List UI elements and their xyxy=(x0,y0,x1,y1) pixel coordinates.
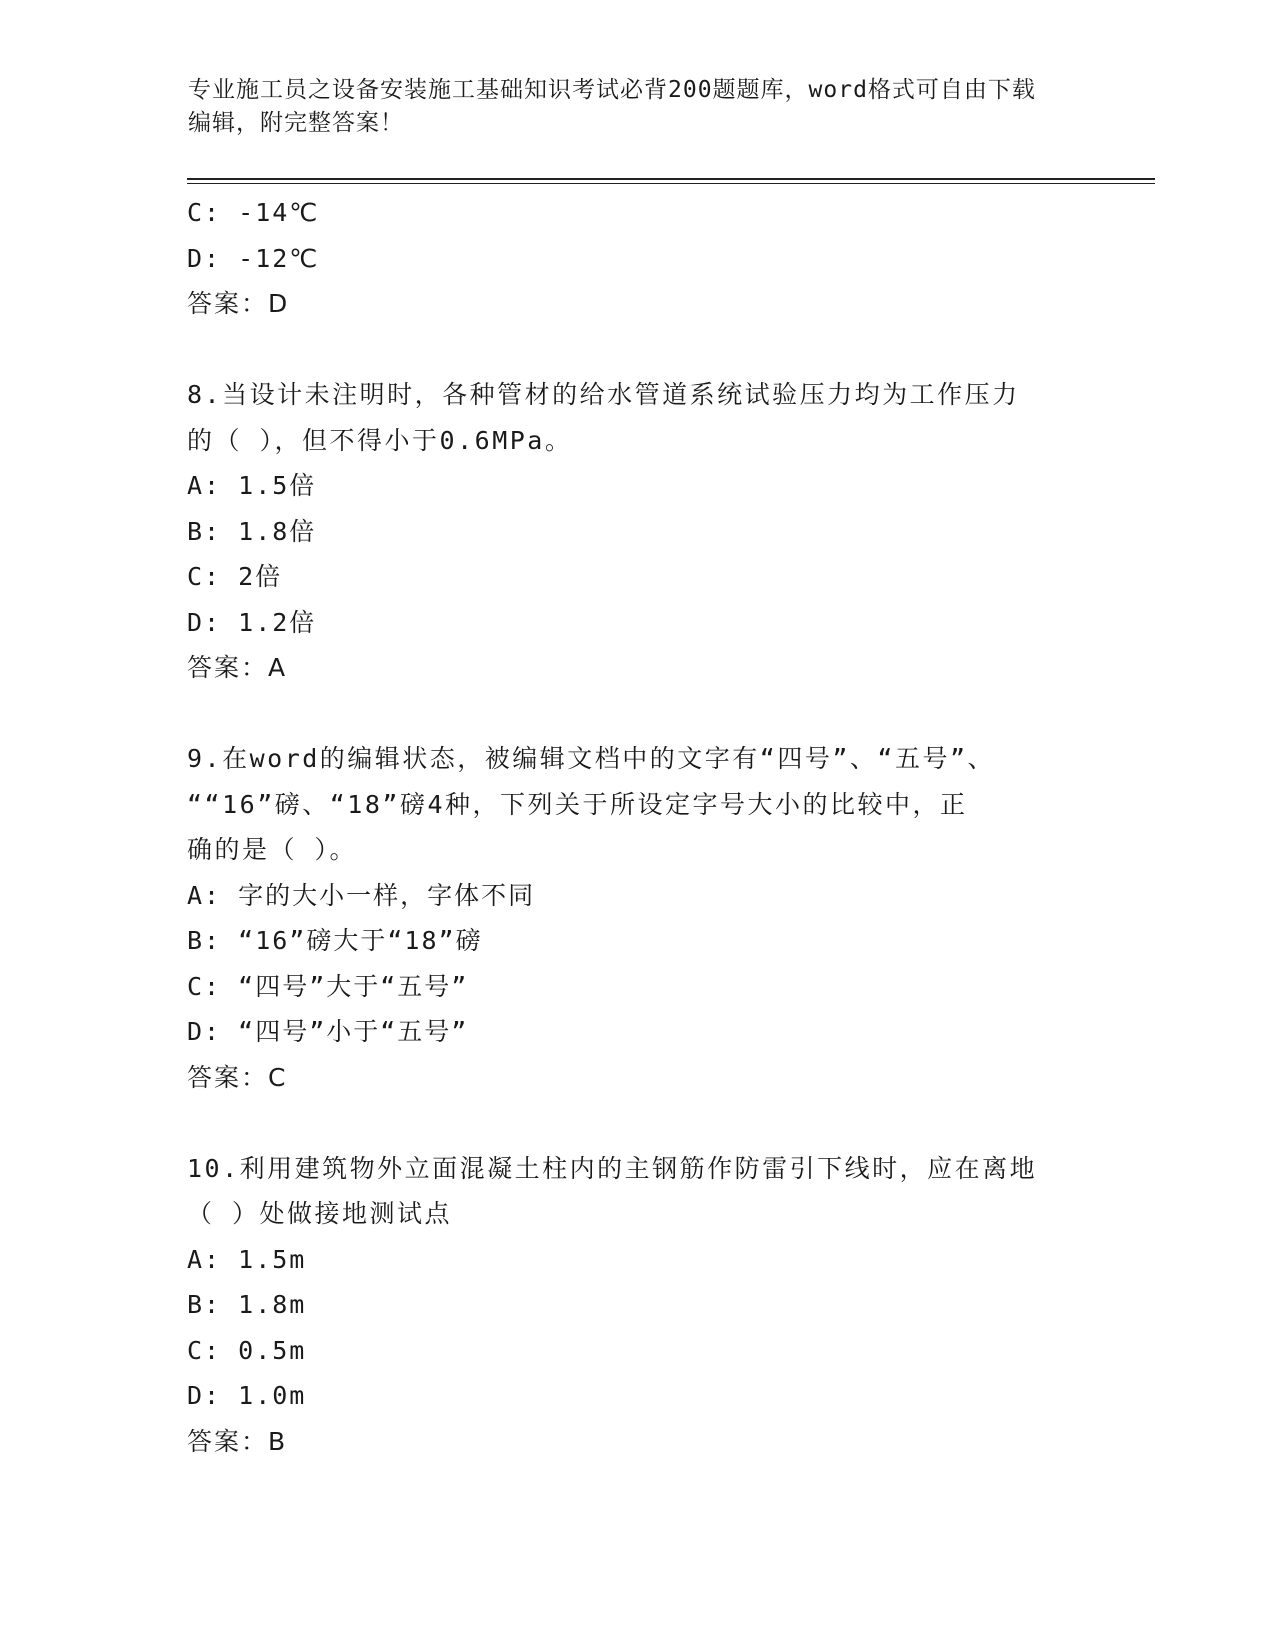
option-a: A: 字的大小一样，字体不同 xyxy=(187,880,536,910)
header-title-line-2: 编辑，附完整答案！ xyxy=(188,110,404,136)
question-stem-line-1: 9.在word的编辑状态，被编辑文档中的文字有“四号”、“五号”、 xyxy=(187,744,996,773)
question-stem-line-2: ““16”磅、“18”磅4种，下列关于所设定字号大小的比较中，正 xyxy=(187,789,968,819)
document-header xyxy=(188,74,1088,140)
question-10 xyxy=(187,1146,1087,1465)
header-divider-thin xyxy=(187,183,1155,184)
spacer xyxy=(187,1100,1087,1146)
option-c: C: 0.5m xyxy=(187,1335,307,1365)
question-8 xyxy=(187,372,1087,691)
option-c: C: -14℃ xyxy=(187,198,320,227)
option-d: D: 1.2倍 xyxy=(187,607,317,637)
answer-line: 答案：D xyxy=(187,289,290,318)
question-list xyxy=(187,190,1087,1464)
option-d: D: “四号”小于“五号” xyxy=(187,1017,469,1046)
answer-line: 答案：C xyxy=(187,1062,288,1092)
option-d: D: 1.0m xyxy=(187,1381,307,1410)
question-stem-line-3: 确的是（ ）。 xyxy=(187,835,358,864)
option-d: D: -12℃ xyxy=(187,243,320,273)
spacer xyxy=(187,691,1087,737)
answer-line: 答案：A xyxy=(187,653,288,682)
header-title-line-1: 专业施工员之设备安装施工基础知识考试必背200题题库，word格式可自由下载 xyxy=(188,77,1036,103)
question-stem-line-1: 8.当设计未注明时，各种管材的给水管道系统试验压力均为工作压力 xyxy=(187,380,1020,409)
question-7 xyxy=(187,190,1087,327)
question-9 xyxy=(187,736,1087,1100)
question-stem-line-1: 10.利用建筑物外立面混凝土柱内的主钢筋作防雷引下线时，应在离地 xyxy=(187,1153,1038,1183)
option-b: B: “16”磅大于“18”磅 xyxy=(187,926,483,955)
spacer xyxy=(187,327,1087,373)
question-stem-line-2: （ ）处做接地测试点 xyxy=(187,1199,453,1228)
option-c: C: “四号”大于“五号” xyxy=(187,971,469,1001)
option-b: B: 1.8倍 xyxy=(187,516,317,546)
option-b: B: 1.8m xyxy=(187,1290,307,1319)
option-a: A: 1.5倍 xyxy=(187,471,317,500)
header-divider-thick xyxy=(187,178,1155,180)
answer-line: 答案：B xyxy=(187,1426,288,1456)
option-c: C: 2倍 xyxy=(187,562,283,591)
option-a: A: 1.5m xyxy=(187,1244,307,1274)
question-stem-line-2: 的（ ），但不得小于0.6MPa。 xyxy=(187,425,573,455)
